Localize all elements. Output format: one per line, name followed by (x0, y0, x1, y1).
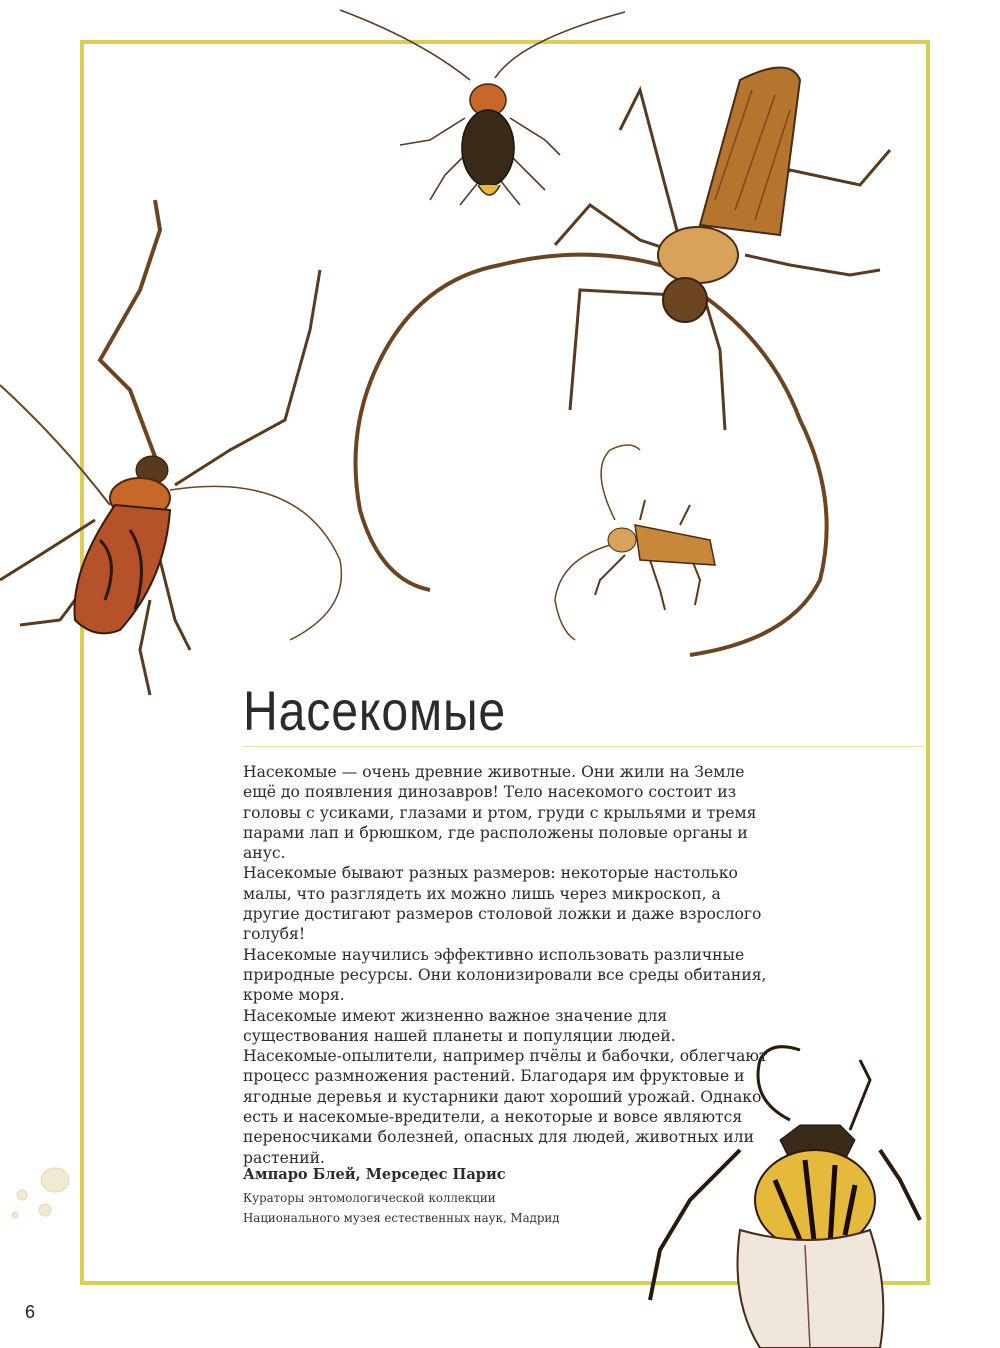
paragraph-2: Насекомые бывают разных размеров: некоторые настолько малы, что разглядеть их можно лишь через микроскоп, а другие достигают размеров столовой ложки и даже взрослого голубя! (243, 864, 762, 944)
page-number: 6 (25, 1302, 36, 1322)
harlequin-beetle-illustration (0, 200, 341, 695)
authors: Ампаро Блей, Мерседес Парис (243, 1166, 506, 1183)
paragraph-1: Насекомые — очень древние животные. Они жили на Земле ещё до появления динозавров! Тело насекомого состоит из головы с усиками, глазами и ртом, груди с крыльями и тремя парами лап и брюшком, где расположены половые органы и анус. (243, 763, 757, 863)
affiliation (243, 1188, 560, 1228)
title-divider (243, 746, 923, 747)
paragraph-3: Насекомые научились эффективно использовать различные природные ресурсы. Они колонизировали все среды обитания, кроме моря. (243, 945, 767, 1005)
large-longhorn-beetle-illustration (356, 68, 891, 656)
paragraph-4: Насекомые имеют жизненно важное значение для существования нашей планеты и популяции людей. Насекомые-опылители, например пчёлы и бабочки, облегчают процесс размножения растений. Благодаря им фруктовые и ягодные деревья и кустарники дают хороший урожай. Однако есть и насекомые-вредители, а некоторые и вовсе являются переносчиками болезней, опасных для людей, животных или растений. (243, 1006, 768, 1167)
small-beetle-top-illustration (340, 10, 625, 205)
small-beetle-center-illustration (555, 445, 715, 640)
page-title: Насекомые (243, 679, 507, 742)
affiliation-line-2: Национального музея естественных наук, Мадрид (243, 1211, 560, 1225)
paint-splatter-decoration (12, 1168, 69, 1218)
article-body (243, 762, 773, 1168)
affiliation-line-1: Кураторы энтомологической коллекции (243, 1191, 496, 1205)
